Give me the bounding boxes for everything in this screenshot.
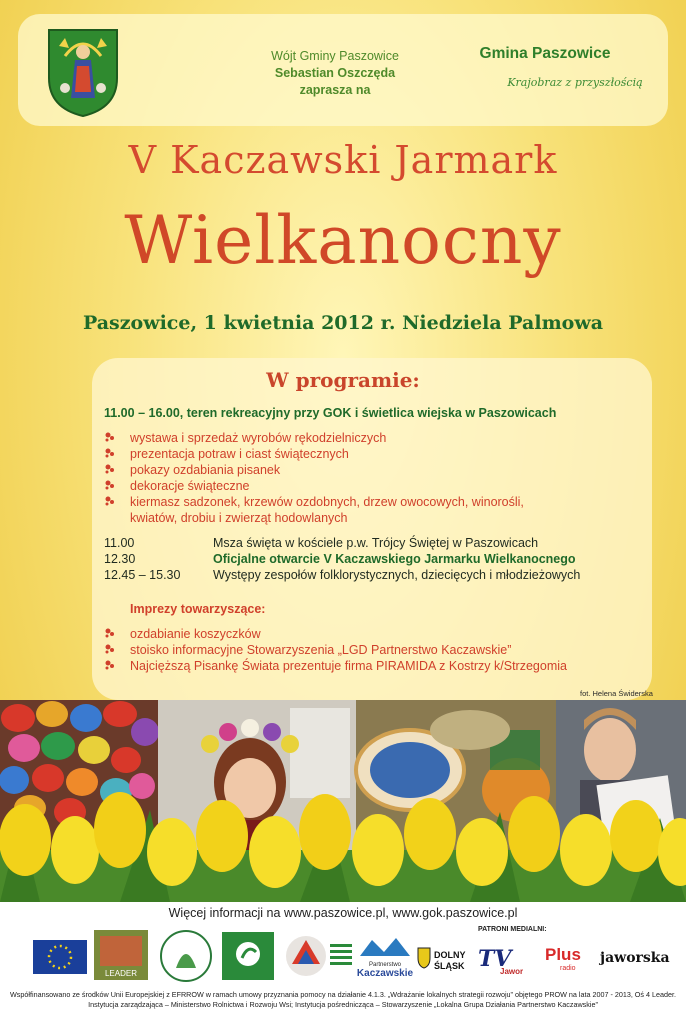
dolny-slask-logo-line1: DOLNY [434, 950, 466, 960]
inviter-block [255, 48, 415, 99]
cofunding-line2: Instytucja zarządzająca – Ministerstwo Rolnictwa i Rozwoju Wsi; Instytucja pośrednicząca – Stowarzyszenie „Lokalna Grupa Działania Partnerstwo Kaczawskie” [88, 1000, 598, 1009]
program-item: prezentacja potraw i ciast świątecznych [130, 447, 349, 461]
program-item-continuation: kwiatów, drobiu i zwierząt hodowlanych [130, 511, 348, 525]
photo-credit: fot. Helena Świderska [580, 689, 653, 698]
program-first-desc: , teren rekreacyjny przy GOK i świetlica wiejska w Paszowicach [179, 406, 557, 420]
inviter-line1: Wójt Gminy Paszowice [271, 49, 399, 63]
kaczawskie-logo-top: Partnerstwo [368, 962, 402, 968]
flower-bullet-icon [104, 447, 116, 459]
media-patrons-label: PATRONI MEDIALNI: [478, 926, 547, 933]
leader-green-logo-icon [222, 932, 274, 980]
event-title-line1: V Kaczawski Jarmark [128, 138, 558, 182]
program-first-time: 11.00 – 16.00 [104, 406, 180, 420]
dolny-slask-logo-icon [418, 948, 466, 971]
schedule-time: 12.30 [104, 552, 136, 566]
side-event-item: Najcięższą Pisankę Świata prezentuje firma PIRAMIDA z Kostrzy k/Strzegomia [130, 659, 567, 673]
program-item: wystawa i sprzedaż wyrobów rękodzielniczych [130, 431, 387, 445]
schedule-time: 11.00 [104, 536, 135, 550]
jaworska-logo-text: jaworska [600, 950, 670, 966]
flower-bullet-icon [104, 463, 116, 475]
gmina-slogan: Krajobraz z przyszłością [507, 76, 643, 89]
inviter-name: Sebastian Oszczęda [274, 66, 396, 80]
cofunding-line1: Współfinansowano ze środków Unii Europejskiej z EFRROW w ramach umowy przyznania pomocy na działanie 4.1.3. „Wdrażanie lokalnych strategii rozwoju” objętego PROW na lata 2007 - 2013, Oś 4 Leader. [10, 990, 676, 999]
tv-jawor-logo-text: Jawor [500, 967, 524, 976]
more-info-text: Więcej informacji na www.paszowice.pl, www.gok.paszowice.pl [168, 906, 518, 920]
sponsor-logos-row [0, 926, 686, 988]
partnerstwo-kaczawskie-logo-icon [357, 938, 414, 979]
event-title-line2: Wielkanocny [124, 202, 562, 279]
side-event-item: stoisko informacyjne Stowarzyszenia „LGD Partnerstwo Kaczawskie” [130, 643, 512, 657]
program-item: pokazy ozdabiania pisanek [130, 463, 281, 477]
photo-collage-image [0, 700, 686, 902]
flower-bullet-icon [104, 431, 116, 443]
svg-text:TV: TV [478, 946, 512, 972]
plus-radio-logo-text: Plus [545, 945, 581, 964]
eu-flag-icon [33, 940, 87, 974]
tv-jawor-logo-icon [478, 946, 523, 976]
jaworska-logo-icon [598, 950, 670, 966]
schedule-desc: Oficjalne otwarcie V Kaczawskiego Jarmarku Wielkanocnego [213, 552, 576, 566]
plus-radio-logo-icon [545, 945, 581, 972]
program-item: kiermasz sadzonek, krzewów ozdobnych, drzew owocowych, winorośli, [130, 495, 524, 509]
flower-bullet-icon [104, 479, 116, 491]
plus-radio-logo-sub: radio [560, 965, 576, 972]
leader-logo-icon [94, 930, 148, 980]
program-first-line [104, 405, 556, 421]
schedule-desc: Msza święta w kościele p.w. Trójcy Świętej w Paszowicach [213, 536, 539, 550]
program-heading: W programie: [266, 368, 420, 392]
flower-bullet-icon [104, 627, 116, 639]
rural-network-logo-icon [161, 931, 211, 981]
inviter-line3: zaprasza na [299, 83, 371, 97]
dolny-slask-logo-line2: ŚLĄSK [434, 961, 465, 971]
kaczawskie-logo-text: Kaczawskie [356, 968, 414, 979]
coat-of-arms-icon [45, 26, 121, 118]
schedule-time: 12.45 – 15.30 [104, 568, 181, 582]
side-events-heading: Imprezy towarzyszące: [130, 602, 266, 616]
leader-logo-text: LEADER [104, 969, 138, 978]
flower-bullet-icon [104, 659, 116, 671]
program-item: dekoracje świąteczne [130, 479, 250, 493]
event-date-place: Paszowice, 1 kwietnia 2012 r. Niedziela Palmowa [82, 312, 604, 334]
schedule-desc: Występy zespołów folklorystycznych, dziecięcych i młodzieżowych [213, 568, 581, 582]
side-event-item: ozdabianie koszyczków [130, 627, 261, 641]
flower-bullet-icon [104, 643, 116, 655]
prow-logo-icon [286, 936, 352, 976]
gmina-name: Gmina Paszowice [479, 45, 611, 62]
flower-bullet-icon [104, 495, 116, 507]
